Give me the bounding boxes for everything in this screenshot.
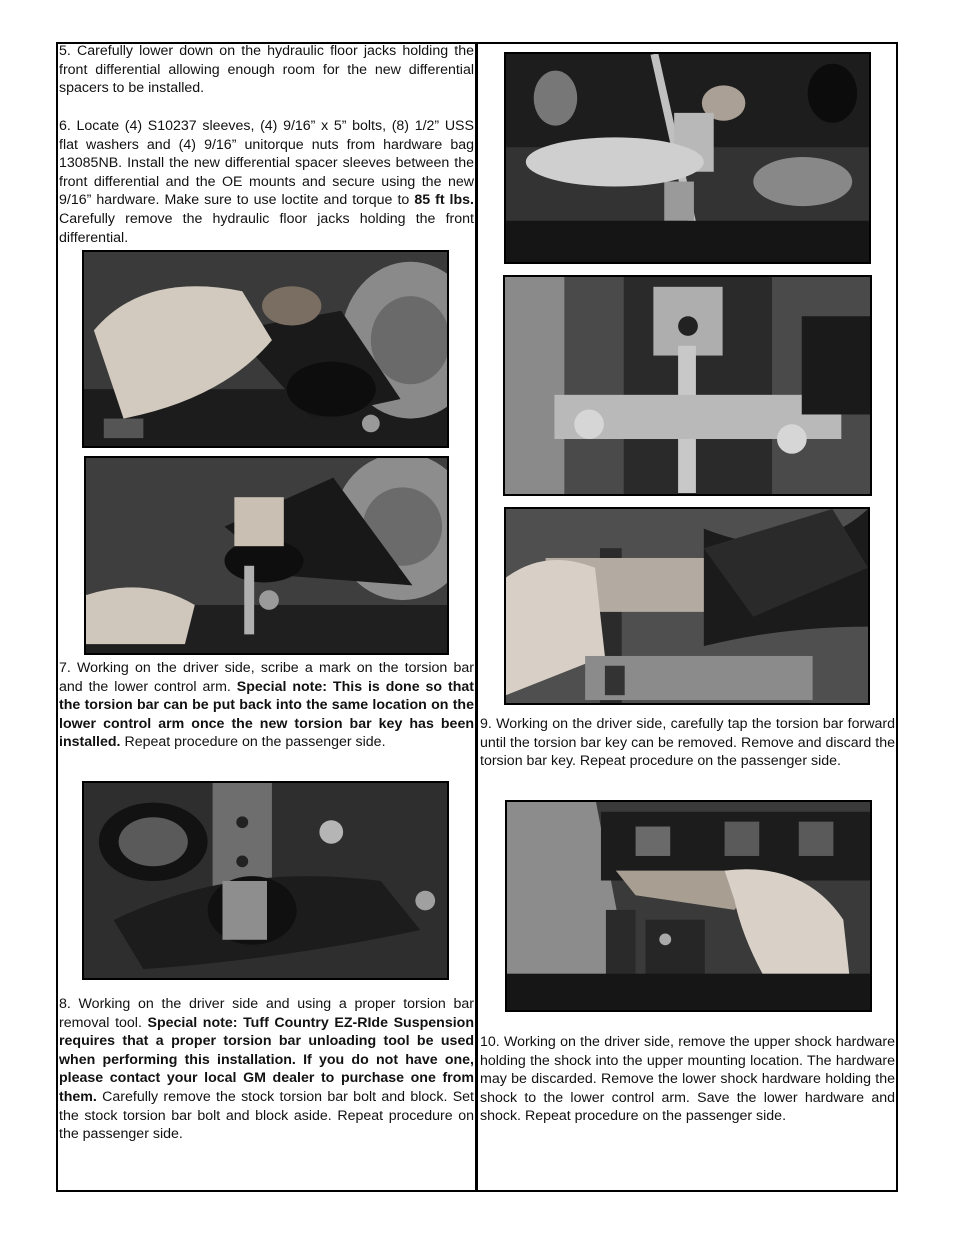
differential-spacer-hand-photo <box>82 250 449 448</box>
step-5-text: 5. Carefully lower down on the hydraulic floor jacks holding the front differential allowing enough room for the new differential spacers to be installed. <box>59 43 474 97</box>
differential-spacer-installed-photo <box>84 456 449 655</box>
torsion-bar-key-removal-photo <box>505 800 872 1012</box>
torsion-unloading-tool-photo <box>504 52 871 264</box>
step-6-text: 6. Locate (4) S10237 sleeves, (4) 9/16” x 5” bolts, (8) 1/2” USS flat washers and (4) 9/16” unitorque nuts from hardware bag 13085NB. Install the new differential spacer sleeves between the front differential and the OE mounts and secure using the new 9/16” hardware. Make sure to use loctite and torque to 85 ft lbs. Carefully remove the hydraulic floor jacks holding the front differential. <box>59 118 474 246</box>
step-9-text: 9. Working on the driver side, carefully tap the torsion bar forward until the torsion bar key can be removed. Remove and discard the torsion bar key. Repeat procedure on the passenger side. <box>480 716 895 770</box>
column-divider <box>475 42 478 1192</box>
torsion-bar-scribe-mark-photo <box>82 781 449 980</box>
step-8-text: 8. Working on the driver side and using a proper torsion bar removal tool. Special note: Tuff Country EZ-RIde Suspension requires that a proper torsion bar unloading tool be used when performing this installation. If you do not have one, please contact your local GM dealer to purchase one from them. Carefully remove the stock torsion bar bolt and block. Set the stock torsion bar bolt and block aside. Repeat procedure on the passenger side. <box>59 996 474 1143</box>
step-7-text: 7. Working on the driver side, scribe a mark on the torsion bar and the lower control arm. Special note: This is done so that the torsion bar can be put back into the same location on the lower control arm once the new torsion bar key has been installed. Repeat procedure on the passenger side. <box>59 660 474 751</box>
step-10-text: 10. Working on the driver side, remove the upper shock hardware holding the shock into the upper mounting location. The hardware may be discarded. Remove the lower shock hardware holding the shock to the lower control arm. Save the lower hardware and shock. Repeat procedure on the passenger side. <box>480 1034 895 1125</box>
torsion-tool-bar-photo <box>503 275 872 496</box>
torsion-bar-key-photo <box>504 507 870 705</box>
